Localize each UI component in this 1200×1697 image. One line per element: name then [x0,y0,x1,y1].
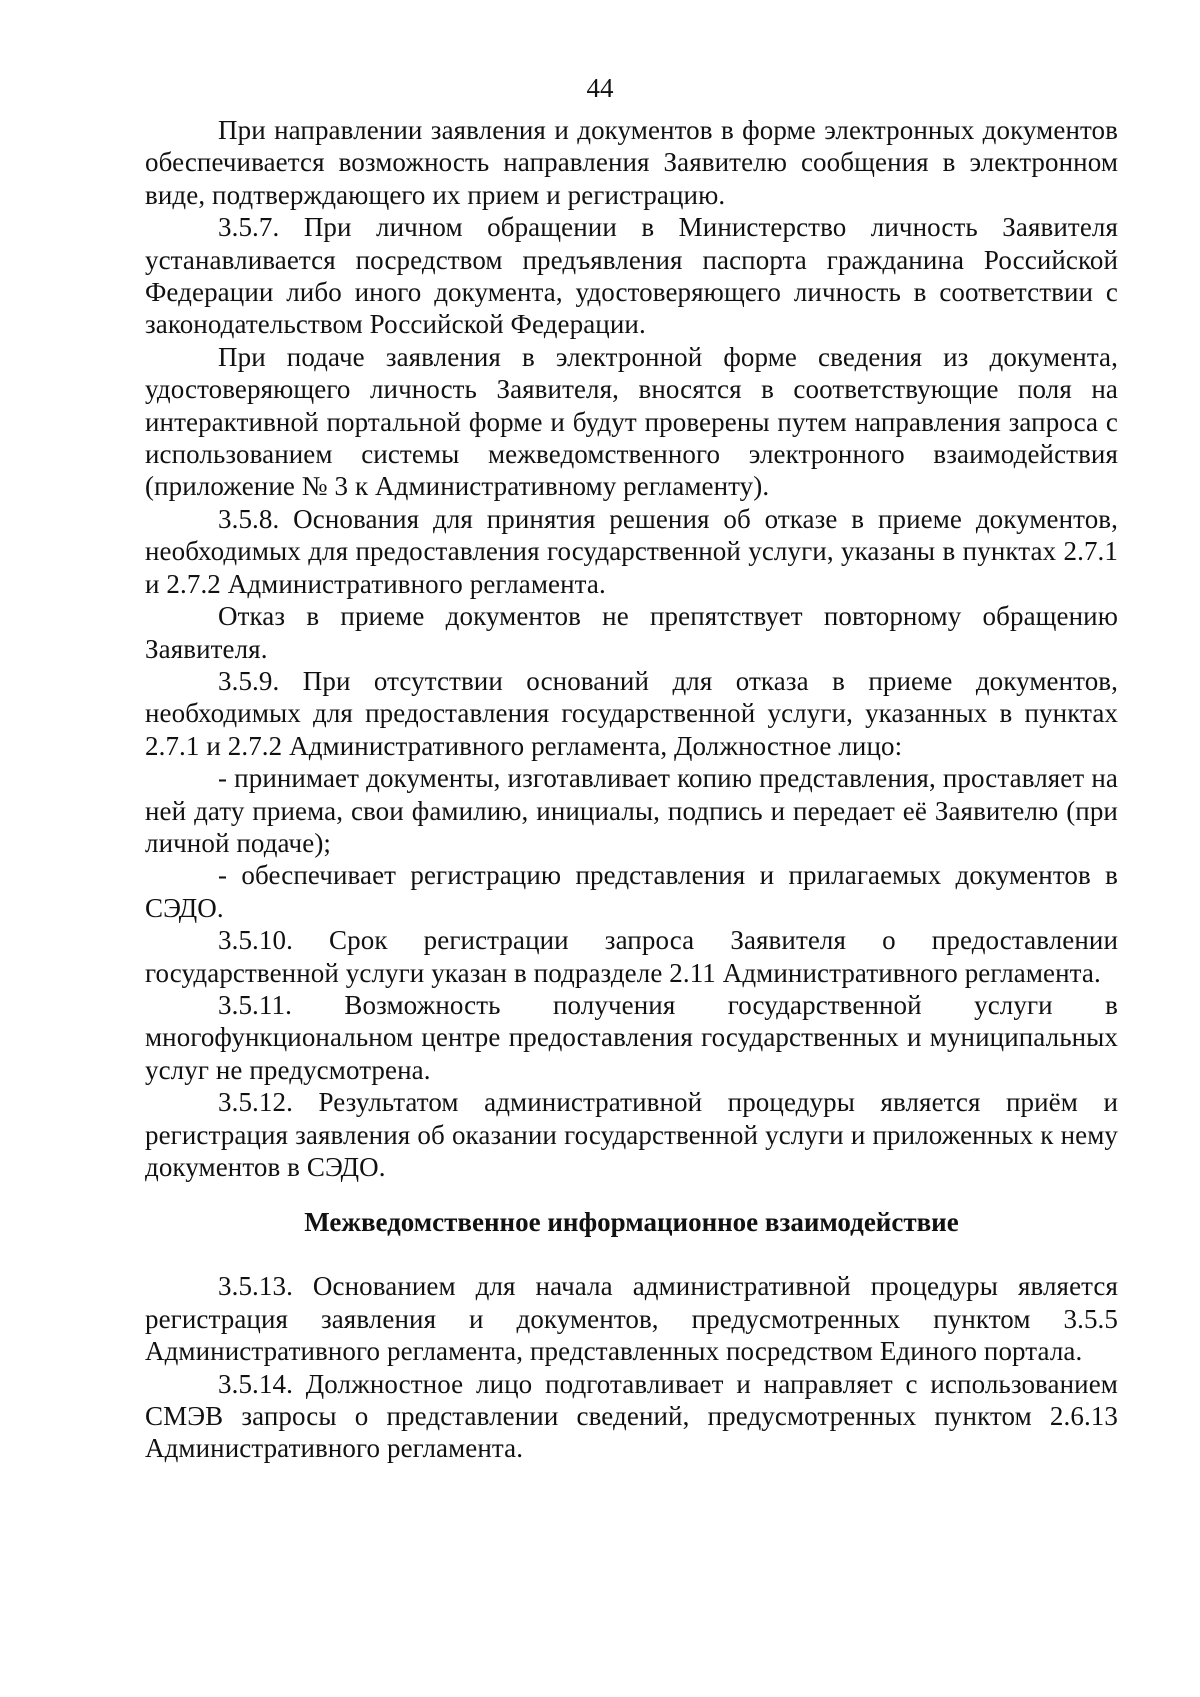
paragraph: 3.5.7. При личном обращении в Министерство личность Заявителя устанавливается посредством предъявления паспорта гражданина Российской Федерации либо иного документа, удостоверяющего личность в соответствии с законодательством Российской Федерации. [145,212,1118,340]
paragraph: - обеспечивает регистрацию представления и прилагаемых документов в СЭДО. [145,860,1118,923]
paragraph: 3.5.13. Основанием для начала административной процедуры является регистрация заявления и документов, предусмотренных пунктом 3.5.5 Административного регламента, представленных посредством Единого портала. [145,1271,1118,1367]
paragraph: При направлении заявления и документов в форме электронных документов обеспечивается возможность направления Заявителю сообщения в электронном виде, подтверждающего их прием и регистрацию. [145,115,1118,210]
paragraph: 3.5.14. Должностное лицо подготавливает и направляет с использованием СМЭВ запросы о представлении сведений, предусмотренных пунктом 2.6.13 Административного регламента. [145,1368,1118,1464]
paragraph: 3.5.10. Срок регистрации запроса Заявителя о предоставлении государственной услуги указан в подразделе 2.11 Административного регламента. [145,925,1118,988]
paragraph: 3.5.11. Возможность получения государственной услуги в многофункциональном центре предоставления государственных и муниципальных услуг не предусмотрена. [145,989,1118,1085]
paragraph: 3.5.12. Результатом административной процедуры является приём и регистрация заявления об оказании государственной услуги и приложенных к нему документов в СЭДО. [145,1087,1118,1182]
paragraph: При подаче заявления в электронной форме сведения из документа, удостоверяющего личность Заявителя, вносятся в соответствующие поля на интерактивной портальной форме и будут проверены путем направления запроса с использованием системы межведомственного электронного взаимодействия (приложение № 3 к Административному регламенту). [145,341,1118,502]
paragraph: - принимает документы, изготавливает копию представления, проставляет на ней дату приема, свои фамилию, инициалы, подпись и передает её Заявителю (при личной подаче); [145,763,1118,858]
section-heading: Межведомственное информационное взаимодействие [304,1207,959,1238]
page-number: 44 [586,73,614,103]
paragraph: 3.5.8. Основания для принятия решения об отказе в приеме документов, необходимых для предоставления государственной услуги, указаны в пунктах 2.7.1 и 2.7.2 Административного регламента. [145,503,1118,599]
document-body [145,114,1118,1465]
paragraph: 3.5.9. При отсутствии оснований для отказа в приеме документов, необходимых для предоставления государственной услуги, указанных в пунктах 2.7.1 и 2.7.2 Административного регламента, Должностное лицо: [145,665,1118,761]
paragraph: Отказ в приеме документов не препятствует повторному обращению Заявителя. [145,601,1118,664]
